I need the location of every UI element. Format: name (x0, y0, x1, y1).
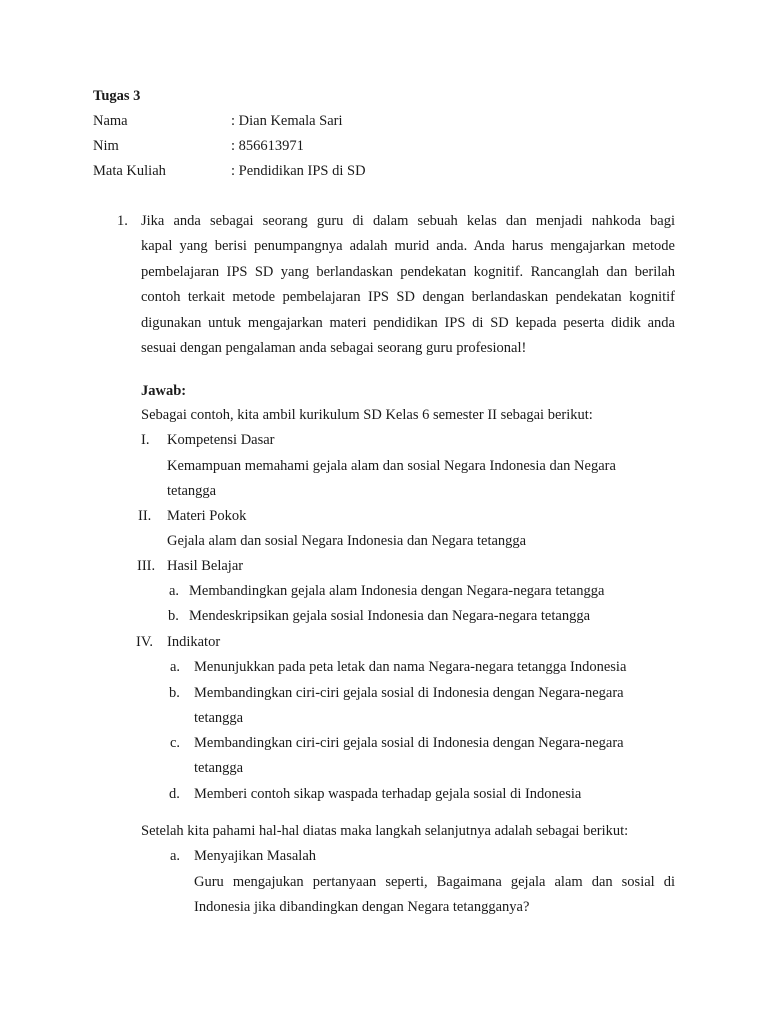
step-body: Indonesia jika dibandingkan dengan Negara tetangganya? (194, 899, 530, 915)
question-line: pembelajaran IPS SD yang berlandaskan pendekatan kognitif. Rancanglah dan berilah (141, 264, 675, 280)
question-line: contoh terkait metode pembelajaran IPS SD dengan berlandaskan pendekatan kognitif (141, 289, 675, 305)
field-value-nim: : 856613971 (231, 138, 304, 154)
list-item-letter: c. (170, 735, 181, 751)
list-item-text: Mendeskripsikan gejala sosial Indonesia dan Negara-negara tetangga (189, 608, 591, 624)
step-body: Guru mengajukan pertanyaan seperti, Bagaimana gejala alam dan sosial di (194, 874, 675, 890)
list-item-text: Membandingkan ciri-ciri gejala sosial di Indonesia dengan Negara-negara (194, 685, 624, 701)
document-title: Tugas 3 (93, 88, 141, 104)
steps-intro: Setelah kita pahami hal-hal diatas maka langkah selanjutnya adalah sebagai berikut: (141, 823, 629, 839)
section-title: Hasil Belajar (167, 558, 244, 574)
list-item-text: tetangga (194, 710, 244, 726)
field-label-nama: Nama (93, 113, 128, 129)
field-label-mata-kuliah: Mata Kuliah (93, 163, 166, 179)
list-item-text: Membandingkan ciri-ciri gejala sosial di Indonesia dengan Negara-negara (194, 735, 624, 751)
question-line: digunakan untuk mengajarkan materi pendidikan IPS di SD kepada peserta didik anda (141, 315, 675, 331)
step-title: Menyajikan Masalah (194, 848, 317, 864)
list-item-text: tetangga (194, 760, 244, 776)
list-item-letter: d. (169, 786, 180, 802)
section-title: Indikator (167, 634, 221, 650)
question-line: sesuai dengan pengalaman anda sebagai seorang guru profesional! (141, 340, 527, 356)
list-item-text: Memberi contoh sikap waspada terhadap gejala sosial di Indonesia (194, 786, 582, 802)
field-label-nim: Nim (93, 138, 119, 154)
section-number: III. (137, 558, 156, 574)
section-number: I. (141, 432, 150, 448)
section-body: Gejala alam dan sosial Negara Indonesia dan Negara tetangga (167, 533, 527, 549)
list-item-letter: b. (168, 608, 179, 624)
list-item-letter: a. (169, 583, 180, 599)
field-value-nama: : Dian Kemala Sari (231, 113, 343, 129)
step-letter: a. (170, 848, 181, 864)
list-item-text: Menunjukkan pada peta letak dan nama Negara-negara tetangga Indonesia (194, 659, 627, 675)
section-title: Materi Pokok (167, 508, 247, 524)
list-item-letter: a. (170, 659, 181, 675)
question-line: kapal yang berisi penumpangnya adalah murid anda. Anda harus mengajarkan metode (141, 238, 675, 254)
field-value-mata-kuliah: : Pendidikan IPS di SD (231, 163, 366, 179)
section-body: Kemampuan memahami gejala alam dan sosial Negara Indonesia dan Negara (167, 458, 616, 474)
question-line: Jika anda sebagai seorang guru di dalam sebuah kelas dan menjadi nahkoda bagi (141, 213, 675, 229)
answer-intro: Sebagai contoh, kita ambil kurikulum SD Kelas 6 semester II sebagai berikut: (141, 407, 593, 423)
section-number: II. (138, 508, 152, 524)
section-title: Kompetensi Dasar (167, 432, 275, 448)
section-body: tetangga (167, 483, 217, 499)
answer-heading: Jawab: (141, 383, 187, 399)
section-number: IV. (136, 634, 154, 650)
list-item-letter: b. (169, 685, 180, 701)
question-number: 1. (117, 213, 128, 229)
list-item-text: Membandingkan gejala alam Indonesia dengan Negara-negara tetangga (189, 583, 605, 599)
